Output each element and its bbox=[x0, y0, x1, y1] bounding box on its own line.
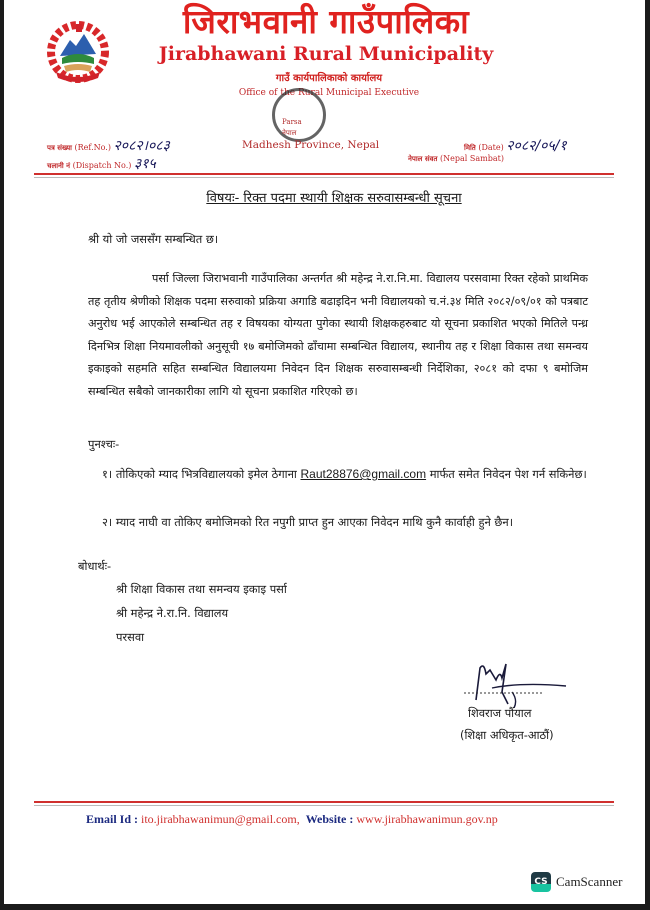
footer-divider-grey bbox=[34, 805, 614, 806]
footer-email-value[interactable]: ito.jirabhawanimun@gmail.com, bbox=[141, 812, 300, 826]
footer-divider-red bbox=[34, 801, 614, 803]
postscript-item-text: मार्फत समेत निवेदन पेश गर्न सकिनेछ। bbox=[429, 467, 587, 481]
municipality-name-nepali: जिराभवानी गाउँपालिका bbox=[182, 2, 470, 41]
ref-label-nepali: पत्र संख्या bbox=[47, 144, 72, 152]
letter-salutation: श्री यो जो जससँग सम्बन्धित छ। bbox=[88, 232, 219, 246]
dispatch-number-row bbox=[47, 154, 156, 173]
postscript-heading: पुनश्चः- bbox=[88, 437, 120, 451]
postscript-item-text: तोकिएको म्याद भित्रविद्यालयको इमेल ठेगाना bbox=[115, 467, 297, 481]
office-stamp bbox=[272, 88, 326, 142]
footer-contact bbox=[86, 812, 498, 827]
camscanner-logo-icon: CS bbox=[531, 872, 551, 892]
header-divider-grey bbox=[34, 177, 614, 178]
address-country-nepali: नेपाल bbox=[282, 129, 297, 137]
calendar-row bbox=[408, 154, 504, 164]
footer-website-label: Website : bbox=[305, 812, 354, 826]
cc-item: श्री महेन्द्र ने.रा.नि. विद्यालय bbox=[116, 606, 229, 620]
postscript-item-number: १। bbox=[102, 467, 113, 481]
date-label-nepali: मिति bbox=[464, 144, 476, 152]
letter-subject: विषयः- रिक्त पदमा स्थायी शिक्षक सरुवासम्बन्धी सूचना bbox=[206, 191, 462, 206]
school-email-link[interactable]: Raut28876@gmail.com bbox=[300, 467, 427, 481]
ref-label-english: (Ref.No.) bbox=[74, 143, 111, 152]
dispatch-label-nepali: चलानी नं bbox=[47, 162, 71, 170]
municipality-name-english: Jirabhawani Rural Municipality bbox=[158, 43, 494, 65]
address-district: Parsa bbox=[282, 118, 302, 126]
dispatch-number-value: ३१५ bbox=[133, 156, 156, 172]
postscript-item-text: म्याद नाघी वा तोकिए बमोजिमको रित नपुगी प्राप्त हुन आएका निवेदन माथि कुनै कार्वाही हुने छैन। bbox=[115, 515, 514, 529]
dispatch-label-english: (Dispatch No.) bbox=[72, 161, 132, 170]
office-name-english: Office of the Rural Municipal Executive bbox=[238, 88, 420, 98]
nepal-emblem-logo bbox=[46, 20, 110, 84]
handwritten-signature bbox=[462, 660, 572, 708]
camscanner-label: CamScanner bbox=[556, 874, 623, 889]
camscanner-watermark bbox=[531, 872, 622, 892]
date-value: २०८२/०५/१ bbox=[506, 138, 567, 154]
postscript-item-2 bbox=[102, 511, 592, 534]
letter-page bbox=[4, 0, 645, 904]
header-divider-red bbox=[34, 173, 614, 175]
signatory-title: (शिक्षा अधिकृत-आठौं) bbox=[460, 728, 554, 742]
address-province: Madhesh Province, Nepal bbox=[242, 139, 380, 151]
ref-number-value: २०८२।०८३ bbox=[113, 138, 170, 154]
footer-website-value[interactable]: www.jirabhawanimun.gov.np bbox=[356, 812, 498, 826]
calendar-label-english: (Nepal Sambat) bbox=[440, 154, 504, 163]
ref-number-row bbox=[47, 136, 170, 155]
cc-item: परसवा bbox=[116, 630, 145, 644]
postscript-item-number: २। bbox=[102, 515, 113, 529]
signatory-name: शिवराज पौंयाल bbox=[468, 706, 532, 720]
cc-item: श्री शिक्षा विकास तथा समन्वय इकाइ पर्सा bbox=[116, 582, 287, 596]
date-label-english: (Date) bbox=[478, 143, 504, 152]
office-name-nepali: गाउँ कार्यपालिकाको कार्यालय bbox=[275, 73, 383, 84]
date-row bbox=[464, 136, 567, 155]
calendar-label-nepali: नेपाल संवत bbox=[408, 155, 438, 163]
postscript-item-1 bbox=[102, 463, 592, 486]
footer-email-label: Email Id : bbox=[86, 812, 139, 826]
letter-body-paragraph: पर्सा जिल्ला जिराभवानी गाउँपालिका अन्तर्गत श्री महेन्द्र ने.रा.नि.मा. विद्यालय परसवामा रिक्त रहेको प्राथमिक तह तृतीय श्रेणीको शिक्षक पदमा सरुवाको प्रक्रिया अगाडि बढाइदिन भनी विद्यालयको च.नं.३४ मिति २०८२/०९/०१ को पत्रबाट अनुरोध भई आएकोले सम्बन्धित तह र विषयका योग्यता पुगेका स्थायी शिक्षकहरुबाट यो सूचना प्रकाशित भएको मितिले पन्ध्र दिनभित्र शिक्षा नियमावलीको अनुसूची १७ बमोजिमको ढाँचामा सम्बन्धित विद्यालय, स्थानीय तह र शिक्षा विकास तथा समन्वय इकाइको सहमति सहित सम्बन्धित विद्यालयमा निवेदन दिन शिक्षक सरुवासम्बन्धी निर्देशिका, २०८१ को दफा ९ बमोजिम सम्बन्धित सबैको जानकारीका लागि यो सूचना प्रकाशित गरिएको छ। bbox=[88, 272, 588, 398]
cc-heading: बोधार्थः- bbox=[78, 559, 112, 573]
